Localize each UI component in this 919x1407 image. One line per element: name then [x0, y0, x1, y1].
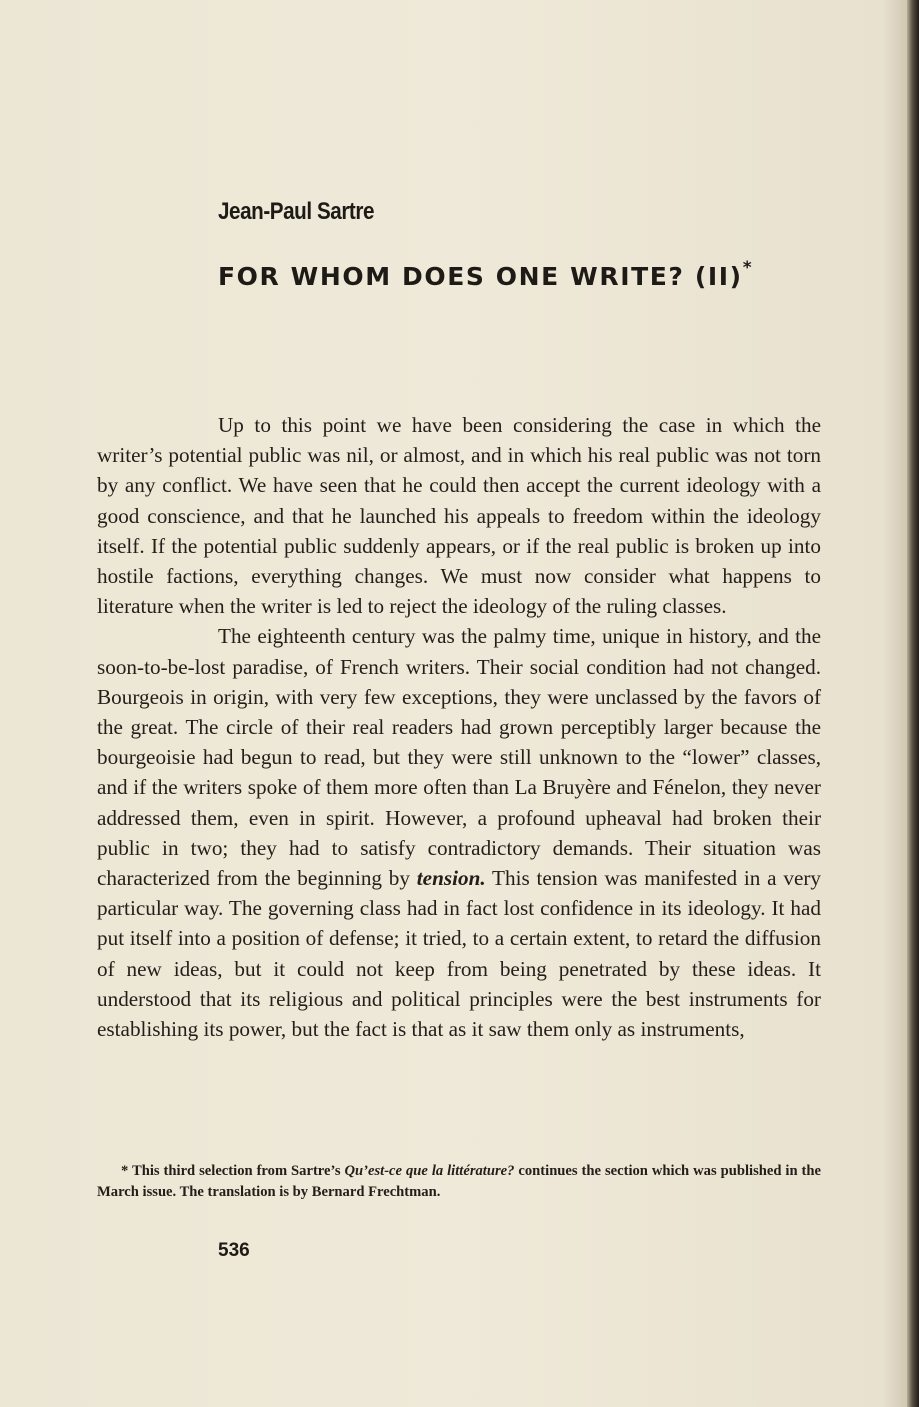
page-edge-shadow — [907, 0, 919, 1407]
paragraph-2-continuation: This tension was manifested in a very particular way. The governing class had in fact lost confidence in its ideology. It had put itself into a position of defense; it tried, to a certain extent, to retard the diffusion of new ideas, but it could not keep from being penetrated by these ideas. It understood that its religious and political principles were the best instruments for establishing its power, but the fact is that as it saw them only as instruments, — [97, 866, 822, 1042]
footnote-marker-symbol: * — [121, 1163, 129, 1179]
paragraph-2-text: The eighteenth century was the palmy time, unique in history, and the soon-to-be-lost paradise, of French writers. Their social condition had not changed. Bourgeois in origin, with very few exceptions, they were unclassed by the favors of the great. The circle of their real readers had grown perceptibly larger because the bourgeoisie had begun to read, but they were still unknown to the “lower” classes, and if the writers spoke of them more often than La Bruyère and Fénelon, they never addressed them, even in spirit. However, a profound upheaval had broken their public in two; they had to satisfy contradictory demands. Their situation was characterized from the beginning by — [97, 624, 821, 891]
paragraph-1: Up to this point we have been considering the case in which the writer’s potential public was nil, or almost, and in which his real public was not torn by any conflict. We have seen that he could then accept the current ideology with a good conscience, and that he launched his appeals to freedom within the ideology itself. If the potential public suddenly appears, or if the real public is broken up into hostile factions, everything changes. We must now consider what happens to literature when the writer is led to reject the ideology of the ruling classes. — [97, 413, 821, 619]
footnote — [97, 1161, 821, 1203]
footnote-marker: * — [742, 258, 752, 278]
paragraph-2 — [97, 621, 821, 1044]
footnote-work-title: Qu’est-ce que la littérature? — [344, 1163, 515, 1179]
emphasized-word: tension. — [416, 866, 486, 891]
author-name: Jean-Paul Sartre — [218, 198, 375, 225]
body-text — [97, 410, 821, 1044]
footnote-text-before: This third selection from Sartre’s — [132, 1163, 341, 1179]
page-number: 536 — [218, 1240, 250, 1261]
essay-title — [218, 258, 752, 291]
essay-title-text: FOR WHOM DOES ONE WRITE? (II) — [218, 262, 743, 291]
footnote-text-after: continues the section which was published in the March issue. The translation is by Bernard Frechtman. — [97, 1163, 821, 1200]
